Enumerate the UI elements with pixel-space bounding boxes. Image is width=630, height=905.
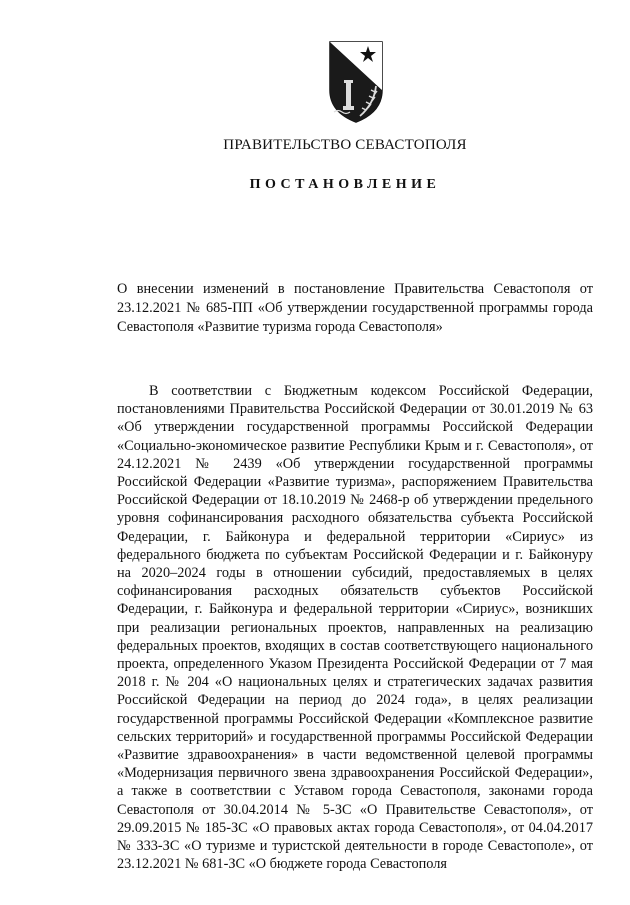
coat-of-arms-emblem <box>324 38 388 124</box>
resolution-subject: О внесении изменений в постановление Правительства Севастополя от 23.12.2021 № 685-ПП «Об утверждении государственной программы города Севастополя «Развитие туризма города Севастополя» <box>117 281 593 335</box>
resolution-body-paragraph: В соответствии с Бюджетным кодексом Российской Федерации, постановлениями Правительства Российской Федерации от 30.01.2019 № 63 «Об утверждении государственной программы Российской Федерации «Социально-экономическое развитие Республики Крым и г. Севастополя», от 24.12.2021 № 2439 «Об утверждении государственной программы Российской Федерации «Развитие туризма», распоряжением Правительства Российской Федерации от 18.10.2019 № 2468-р об утверждении предельного уровня софинансирования расходного обязательства субъекта Российской Федерации, г. Байконура и федеральной территории «Сириус» из федерального бюджета по субъектам Российской Федерации и г. Байконуру на 2020–2024 годы в отношении субсидий, предоставляемых в целях софинансирования расходных обязательств субъектов Российской Федерации, г. Байконура и федеральной территории «Сириус», возникших при реализации региональных проектов, направленных на реализацию федеральных проектов, входящих в состав соответствующего национального проекта, определенного Указом Президента Российской Федерации от 7 мая 2018 г. № 204 «О национальных целях и стратегических задачах развития Российской Федерации на период до 2024 года», в целях реализации государственной программы Российской Федерации «Комплексное развитие сельских территорий» и государственной программы Российской Федерации «Развитие здравоохранения» в части ведомственной целевой программы «Модернизация первичного звена здравоохранения Российской Федерации», а также в соответствии с Уставом города Севастополя, законами города Севастополя от 30.04.2014 № 5-ЗС «О Правительстве Севастополя», от 29.09.2015 № 185-ЗС «О правовых актах города Севастополя», от 04.04.2017 № 333-ЗС «О туризме и туристской деятельности в городе Севастополе», от 23.12.2021 № 681-ЗС «О бюджете города Севастополя <box>117 383 593 873</box>
document-type-heading: ПОСТАНОВЛЕНИЕ <box>249 177 441 192</box>
coat-of-arms-icon <box>324 38 388 124</box>
government-title: ПРАВИТЕЛЬСТВО СЕВАСТОПОЛЯ <box>223 137 467 153</box>
